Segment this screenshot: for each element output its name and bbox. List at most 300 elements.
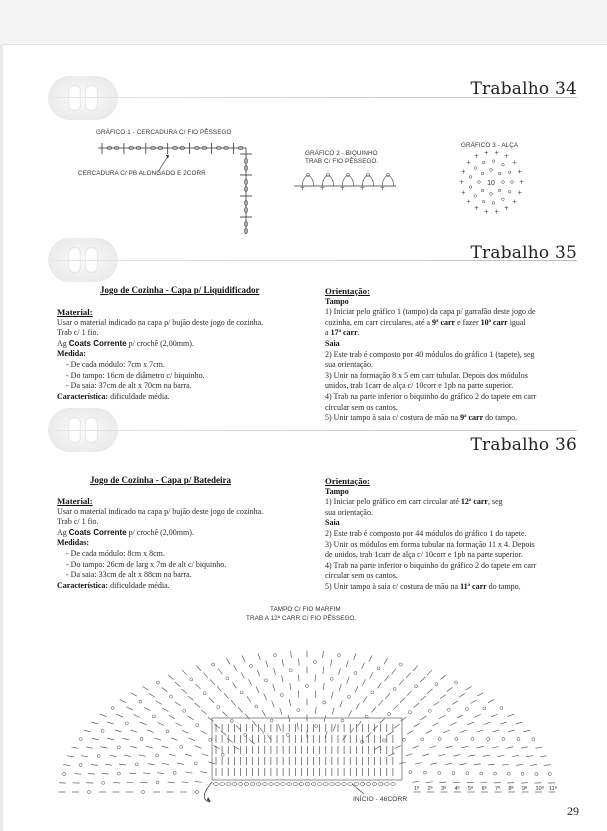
stitch-mark (427, 689, 432, 693)
stitch-mark (144, 707, 150, 710)
stitch-mark (143, 686, 149, 690)
plus-mark: + (504, 204, 510, 212)
stitch-mark (139, 755, 146, 757)
chain-mark (142, 791, 145, 794)
chain-mark (521, 772, 524, 775)
stitch-mark (195, 684, 200, 689)
chain-mark (102, 781, 105, 784)
stitch-mark (526, 756, 533, 757)
chain-mark (474, 167, 477, 170)
chain-mark (306, 685, 309, 688)
chain-mark (508, 190, 511, 193)
stitch-mark (188, 696, 193, 700)
stitch-mark (264, 694, 267, 700)
chain-mark (317, 783, 322, 786)
stitch-mark (266, 661, 268, 668)
stitch-mark (339, 684, 341, 691)
plus-mark: + (519, 179, 525, 186)
stitch-mark (420, 696, 425, 700)
chain-mark (289, 669, 292, 672)
stitch-mark (282, 675, 283, 682)
chain-mark (305, 783, 310, 786)
chain-mark (452, 772, 455, 775)
grafico3-label: GRÁFICO 3 - ALÇA (461, 142, 519, 149)
t35-material-line1: Usar o material indicado na capa p/ bujão deste jogo de cozinha. (57, 317, 264, 327)
stitch-mark (74, 774, 81, 775)
grafico2-label-line2: TRAB C/ FIO PÊSSEGO. (305, 158, 379, 165)
t36-medida-heading: Medidas: (57, 538, 89, 548)
stitch-mark (433, 702, 439, 706)
stitch-mark (175, 723, 181, 726)
stitch-mark (488, 764, 495, 765)
stitch-mark (175, 682, 180, 686)
stitch-mark (131, 746, 138, 748)
grafico1-label: GRÁFICO 1 - CERCADURA C/ FIO PÊSSEGO (96, 129, 232, 136)
chain-mark (323, 701, 326, 704)
chain-mark (101, 729, 104, 732)
chain-mark (455, 738, 458, 741)
chain-mark (299, 783, 304, 786)
stitch-mark (91, 722, 98, 724)
stitch-mark (107, 722, 114, 724)
chain-mark (481, 189, 484, 192)
chain-mark (377, 667, 380, 670)
chain-mark (336, 783, 341, 786)
chain-mark (348, 783, 353, 786)
chain-mark (502, 738, 505, 741)
stitch-mark (474, 715, 480, 718)
chain-mark (230, 719, 233, 722)
t35-saia-line: 4) Trab na parte inferior o biquinho do gráfico 2 do tapete em carr (325, 391, 537, 401)
stitch-mark (452, 701, 458, 705)
t36-tampo-step1: 1) Iniciar pelo gráfico em carr circular até 12ª carr, seg (325, 497, 503, 507)
stitch-mark (201, 731, 207, 735)
plus-mark: + (504, 153, 510, 161)
stitch-mark (413, 666, 418, 671)
chain-mark (330, 677, 333, 680)
stitch-mark (400, 698, 405, 703)
stitch-mark (234, 665, 238, 671)
stitch-mark (406, 673, 411, 678)
chain-mark (469, 176, 472, 179)
chain-mark (166, 730, 169, 733)
stitch-mark (291, 651, 292, 658)
stitch-mark (258, 653, 260, 660)
stitch-mark (394, 746, 400, 749)
chain-mark (502, 163, 505, 166)
chain-mark (469, 186, 472, 189)
stitch-mark (202, 754, 209, 756)
stitch-mark (157, 773, 164, 774)
stitch-mark (474, 764, 481, 765)
chain-mark (337, 654, 340, 657)
stitch-mark (175, 702, 181, 706)
stitch-mark (162, 746, 169, 748)
t36-caracteristica-line: Característica: dificuldade média. (57, 580, 170, 590)
chain-mark (117, 746, 120, 749)
stitch-mark (427, 670, 432, 675)
t36-material-column (57, 496, 317, 591)
stitch-mark (323, 651, 324, 658)
t35-saia-line: unidos, trab 1carr de alça c/ 10corr e 1pb na parte superior. (325, 381, 514, 391)
stitch-mark (385, 676, 389, 682)
chain-mark (97, 755, 100, 758)
stitch-mark (507, 747, 514, 749)
stitch-mark (420, 677, 425, 682)
stitch-mark (440, 695, 446, 699)
grafico3-center-label: 10 (487, 180, 495, 187)
t35-material-line2: Trab c/ 1 fio. (57, 328, 99, 338)
stitch-mark (385, 693, 390, 698)
stitch-mark (162, 763, 169, 764)
plus-mark: + (517, 168, 523, 176)
t36-saia-last-line: 5) Unir tampo à saia c/ costura de mão na 11ª carr do tampo. (325, 581, 521, 591)
chain-mark (483, 707, 486, 710)
chain-mark (386, 173, 389, 176)
stitch-mark (88, 774, 95, 775)
t35-tampo-step1-cont: cozinha, em carr circulares, até a 9ª carr e fazer 10ª carr igual (325, 317, 526, 327)
t35-saia-heading: Saia (325, 338, 340, 348)
stitch-mark (483, 755, 490, 756)
chain-mark (393, 688, 396, 691)
stitch-mark (460, 730, 467, 733)
stitch-mark (406, 754, 413, 756)
chain-mark (366, 783, 371, 786)
stitch-mark (213, 746, 219, 749)
chain-mark (428, 709, 431, 712)
stitch-mark (241, 672, 244, 678)
t36-orientacao-column (325, 476, 585, 593)
chain-mark (371, 691, 374, 694)
row-number-label: 8ª (508, 786, 514, 792)
chain-mark (347, 695, 350, 698)
tampo-crochet-chart (52, 624, 562, 802)
stitch-mark (484, 722, 491, 724)
chain-mark (263, 783, 268, 786)
stitch-mark (100, 714, 107, 716)
t36-tampo-heading: Tampo (325, 486, 349, 496)
stitch-mark (507, 714, 514, 716)
chain-mark (269, 783, 274, 786)
chain-mark (490, 193, 493, 196)
chain-mark (465, 708, 468, 711)
chain-mark (315, 725, 318, 728)
stitch-mark (445, 763, 452, 764)
stitch-mark (331, 659, 332, 666)
chain-mark (385, 783, 390, 786)
chain-mark (466, 772, 469, 775)
stitch-mark (324, 715, 326, 722)
chain-mark (341, 719, 344, 722)
t36-material-line1: Usar o material indicado na capa p/ bujão deste jogo de cozinha. (57, 506, 264, 516)
row-number-label: 7ª (495, 786, 501, 792)
t35-tampo-step1: 1) Iniciar pelo gráfico 1 (tampo) da capa p/ garrafão deste jogo de (325, 307, 536, 317)
stitch-mark (221, 731, 227, 735)
chain-mark (265, 679, 268, 682)
stitch-mark (508, 730, 515, 732)
chain-mark (183, 709, 186, 712)
chain-mark (196, 724, 199, 727)
stitch-mark (340, 701, 343, 708)
stitch-mark (363, 696, 367, 702)
stitch-mark (288, 715, 290, 722)
stitch-mark (195, 782, 202, 783)
stitch-mark (492, 730, 499, 732)
chain-mark (280, 693, 283, 696)
stitch-mark (461, 746, 468, 748)
stitch-mark (350, 728, 354, 734)
tampo-chart-label-line2: TRAB A 12ª CARR C/ FIO PÊSSEGO. (246, 615, 357, 622)
stitch-mark (491, 714, 497, 717)
stitch-mark (248, 679, 251, 685)
stitch-mark (412, 746, 418, 749)
t35-medida-item: - De cada módulo: 7cm x 7cm. (66, 359, 165, 369)
chain-mark (492, 202, 495, 205)
chain-mark (438, 738, 441, 741)
plus-mark: + (460, 168, 466, 176)
t35-saia-line: circular sem os cantos. (325, 402, 398, 412)
plus-mark: + (474, 153, 480, 161)
chain-mark (326, 173, 329, 176)
chain-mark (502, 198, 505, 201)
chain-mark (306, 173, 309, 176)
chain-mark (270, 719, 273, 722)
chain-mark (480, 772, 483, 775)
stitch-mark (256, 686, 259, 692)
page-number: 29 (567, 804, 579, 818)
t36-saia-line: 2) Este trab é composto por 44 módulos do gráfico 1 do tapete. (325, 528, 527, 538)
stitch-mark (273, 684, 275, 691)
stitch-mark (63, 765, 70, 766)
chain-mark (388, 713, 391, 716)
grafico1-cercadura-chart (96, 140, 276, 238)
stitch-mark (298, 691, 299, 698)
stitch-mark (412, 782, 419, 783)
stitch-mark (203, 673, 208, 678)
stitch-mark (388, 731, 394, 735)
t35-medida-item: - Da saia: 37cm de alt x 70cm na barra. (66, 381, 192, 391)
stitch-mark (188, 716, 194, 720)
plus-mark: + (511, 159, 518, 167)
stitch-mark (218, 669, 222, 675)
chain-mark (194, 762, 197, 765)
stitch-mark (233, 683, 237, 689)
stitch-mark (516, 764, 523, 765)
stitch-mark (440, 675, 445, 680)
stitch-mark (388, 753, 394, 756)
chain-mark (244, 783, 249, 786)
chain-mark (492, 160, 495, 163)
chain-mark (399, 663, 402, 666)
stitch-mark (116, 714, 122, 717)
chain-mark (293, 783, 298, 786)
stitch-mark (72, 747, 79, 748)
t35-orientacao-heading: Orientação: (325, 286, 370, 296)
section-title-34: Trabalho 34 (470, 79, 577, 99)
stitch-mark (323, 683, 324, 690)
stitch-mark (126, 707, 132, 710)
stitch-mark (91, 764, 98, 765)
stitch-mark (186, 772, 193, 773)
stitch-mark (407, 691, 412, 696)
chain-mark (117, 772, 120, 775)
t35-saia-line: sua orientação. (325, 360, 373, 370)
stitch-mark (446, 746, 453, 748)
stitch-mark (430, 763, 437, 765)
chain-mark (226, 677, 229, 680)
t35-product-title: Jogo de Cozinha - Capa p/ Liquidificador (100, 285, 260, 295)
stitch-mark (272, 701, 275, 708)
stitch-mark (453, 755, 460, 757)
t35-material-heading: Material: (57, 307, 93, 317)
row-number-label: 11ª (549, 786, 557, 792)
t36-material-heading: Material: (57, 496, 93, 506)
stitch-mark (177, 763, 184, 765)
chain-mark (408, 711, 411, 714)
chain-mark (507, 772, 510, 775)
stitch-mark (181, 782, 188, 783)
chain-mark (249, 664, 252, 667)
chain-mark (255, 705, 258, 708)
chain-mark (212, 663, 215, 666)
t36-medida-item: - De cada módulo: 8cm x 8cm. (66, 548, 165, 558)
chain-mark (482, 200, 485, 203)
stitch-mark (131, 730, 138, 732)
stitch-mark (523, 730, 530, 732)
stitch-mark (315, 707, 316, 714)
stitch-mark (143, 773, 150, 774)
t36-medida-item: - Da saia: 33cm de alt x 88cm na barra. (66, 570, 192, 580)
chain-mark (238, 783, 243, 786)
t35-orientacao-column (325, 286, 585, 424)
chain-mark (152, 715, 155, 718)
stitch-mark (169, 754, 176, 756)
stitch-mark (443, 730, 449, 733)
chain-mark (173, 771, 176, 774)
stitch-mark (140, 722, 146, 725)
t35-material-column (57, 307, 317, 402)
stitch-mark (209, 698, 214, 703)
stitch-mark (512, 755, 519, 756)
stitch-mark (492, 747, 499, 749)
plus-mark: + (320, 185, 326, 192)
stitch-mark (238, 707, 242, 712)
chain-mark (250, 783, 255, 786)
stitch-mark (101, 747, 108, 749)
stitch-mark (282, 659, 283, 666)
stitch-mark (426, 730, 432, 733)
chain-mark (314, 661, 317, 664)
stitch-mark (325, 732, 327, 739)
stitch-mark (162, 708, 168, 712)
t35-medida-heading: Medida: (57, 349, 86, 359)
stitch-mark (189, 738, 195, 741)
stitch-mark (470, 700, 476, 703)
plus-mark: + (459, 179, 465, 186)
stitch-mark (247, 696, 251, 702)
stitch-mark (422, 754, 429, 756)
stitch-mark (394, 724, 400, 728)
stitch-mark (450, 722, 456, 725)
stitch-mark (226, 658, 230, 664)
stitch-mark (262, 710, 265, 716)
stitch-mark (156, 701, 162, 705)
stitch-mark (502, 764, 509, 765)
stitch-mark (447, 688, 453, 692)
chain-mark (342, 783, 347, 786)
stitch-mark (181, 689, 186, 693)
stitch-mark (370, 672, 373, 678)
chain-mark (324, 783, 329, 786)
page-top-edge (0, 0, 607, 45)
stitch-mark (339, 668, 341, 675)
stitch-mark (249, 739, 254, 744)
stitch-mark (290, 683, 291, 690)
stitch-mark (466, 686, 472, 690)
stitch-mark (371, 707, 375, 712)
chain-mark (391, 783, 396, 786)
t36-medida-item: - Do tampo: 26cm de larg x 7m de alt c/ biquinho. (66, 559, 227, 569)
section-title-36: Trabalho 36 (470, 435, 577, 455)
stitch-mark (414, 723, 420, 727)
row-number-label: 5ª (468, 786, 474, 792)
stitch-mark (530, 765, 537, 766)
chain-mark (330, 783, 335, 786)
chain-mark (532, 738, 535, 741)
stitch-mark (369, 656, 372, 662)
chain-mark (535, 772, 538, 775)
t36-saia-line: 3) Unir os módulos em forma tubular na formação 11 x 4. Depois (325, 539, 535, 549)
chain-mark (409, 771, 412, 774)
stitch-mark (384, 658, 388, 664)
stitch-mark (146, 746, 153, 748)
chain-mark (220, 783, 225, 786)
t35-tampo-step1-end: a 17ª carr. (325, 328, 360, 338)
page-binding-edge (0, 44, 3, 831)
stitch-mark (149, 694, 155, 698)
grafico2-label-line1: GRÁFICO 2 - BIQUINHO (305, 150, 378, 157)
chain-mark (190, 678, 193, 681)
stitch-mark (457, 715, 463, 718)
chain-mark (494, 772, 497, 775)
stitch-mark (315, 691, 316, 698)
chain-mark (232, 783, 237, 786)
row-number-label: 10ª (535, 786, 544, 792)
t36-saia-line: de unidos, trab 1carr de alça c/ 10corr e 1pb na parte superior. (325, 550, 523, 560)
chain-mark (275, 783, 280, 786)
chain-mark (214, 783, 219, 786)
chain-mark (502, 181, 505, 184)
chain-mark (180, 745, 183, 748)
stitch-mark (399, 679, 404, 684)
stitch-mark (415, 762, 422, 764)
row-number-label: 1ª (414, 786, 420, 792)
stitch-mark (379, 700, 383, 705)
t36-material-line2: Trab c/ 1 fio. (57, 517, 99, 527)
stitch-mark (346, 661, 348, 668)
stitch-mark (245, 714, 249, 719)
stitch-mark (200, 772, 207, 773)
stitch-mark (217, 686, 222, 691)
chain-mark (287, 783, 292, 786)
stitch-mark (86, 747, 93, 748)
stitch-mark (407, 731, 413, 735)
chain-mark (139, 700, 142, 703)
stitch-mark (81, 756, 88, 757)
chain-mark (548, 772, 551, 775)
stitch-mark (67, 756, 74, 757)
t36-saia-heading: Saia (325, 518, 340, 528)
